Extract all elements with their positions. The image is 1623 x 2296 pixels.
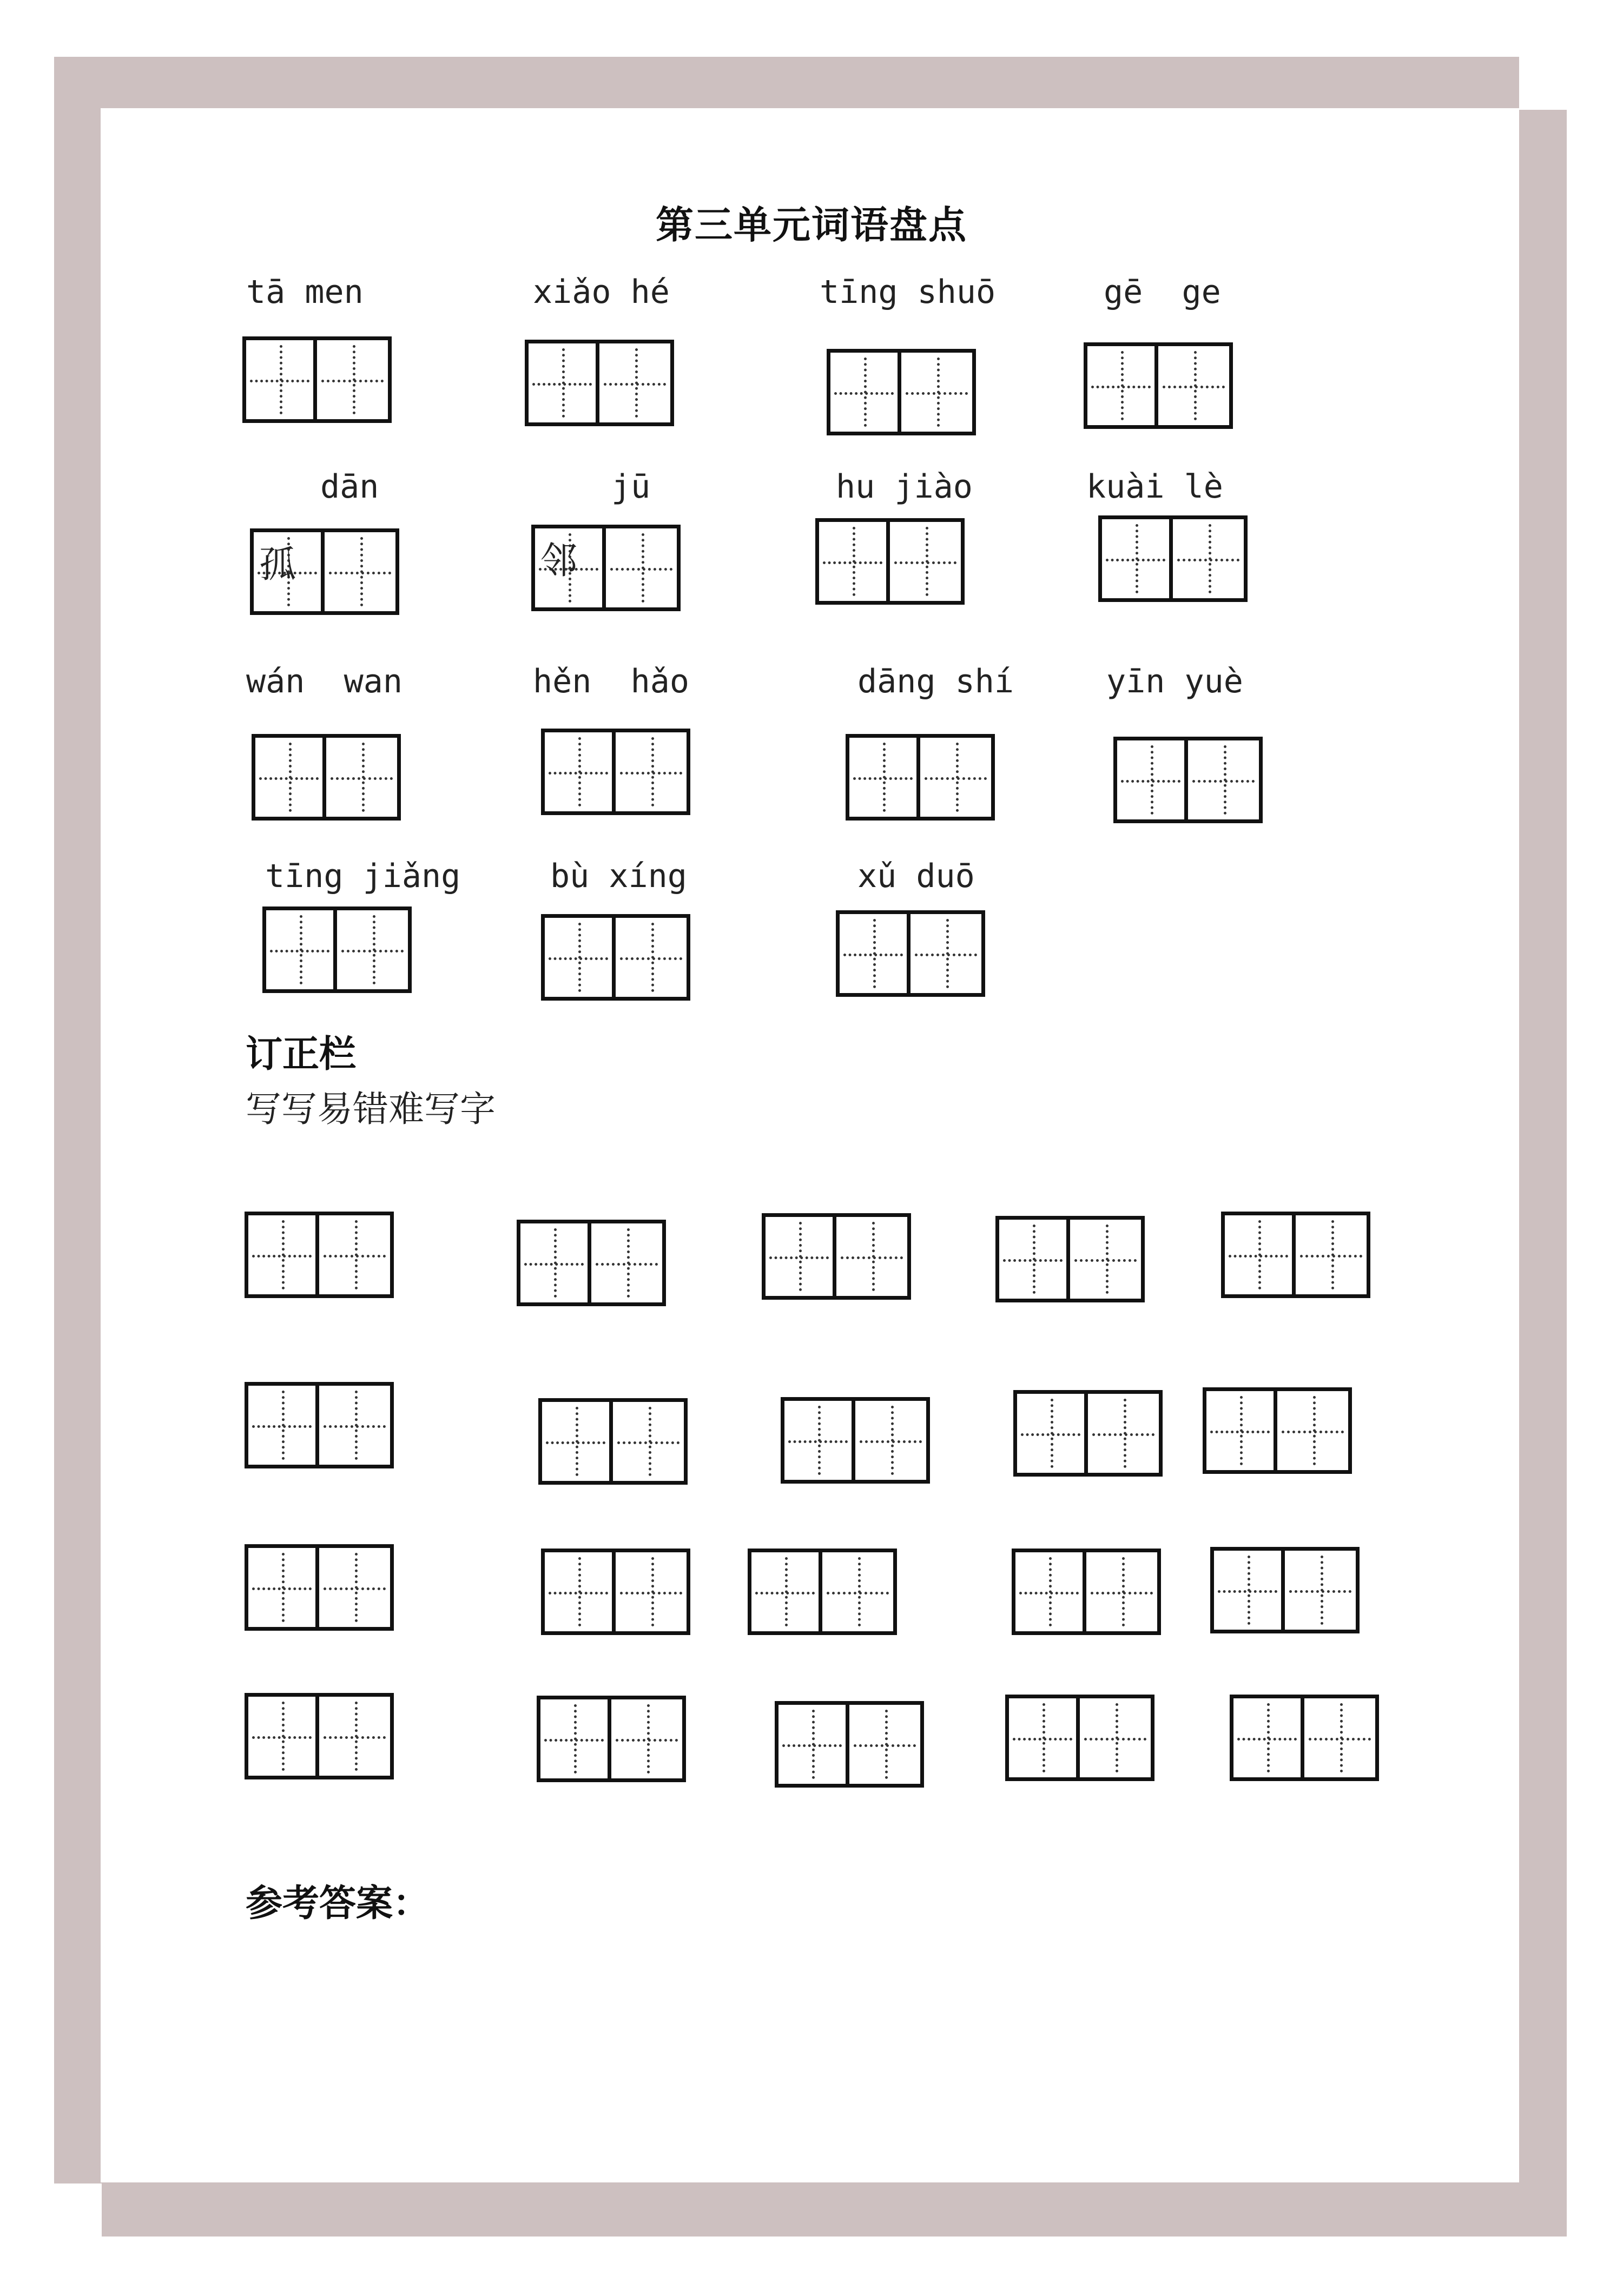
writing-cell[interactable]: [606, 528, 677, 607]
writing-cell[interactable]: [890, 522, 961, 601]
writing-cell[interactable]: [255, 738, 326, 817]
writing-cell[interactable]: [545, 732, 616, 811]
writing-cell[interactable]: [613, 1402, 684, 1481]
word-writing-box[interactable]: [525, 340, 674, 426]
correction-writing-box[interactable]: [541, 1549, 690, 1635]
writing-cell[interactable]: [1088, 1394, 1159, 1473]
pinyin-label: bù xíng: [550, 857, 687, 895]
writing-cell[interactable]: [317, 340, 388, 419]
writing-cell[interactable]: [611, 1699, 682, 1778]
writing-cell[interactable]: [529, 343, 599, 422]
word-writing-box[interactable]: [827, 349, 976, 435]
writing-cell[interactable]: [319, 1697, 390, 1776]
pinyin-label: tā men: [246, 273, 364, 311]
pinyin-label: hěn hǎo: [533, 663, 689, 700]
writing-cell[interactable]: [1214, 1551, 1285, 1630]
writing-cell[interactable]: [1285, 1551, 1356, 1630]
pinyin-label: xǔ duō: [857, 857, 975, 895]
writing-cell[interactable]: [1080, 1698, 1151, 1777]
word-writing-box[interactable]: [1084, 342, 1233, 429]
writing-cell[interactable]: [1009, 1698, 1080, 1777]
writing-cell[interactable]: [540, 1699, 611, 1778]
writing-cell[interactable]: [319, 1215, 390, 1294]
writing-cell[interactable]: [766, 1217, 836, 1296]
writing-cell[interactable]: [246, 340, 317, 419]
word-writing-box[interactable]: [531, 525, 681, 611]
writing-cell[interactable]: [266, 910, 337, 989]
pinyin-label: tīng shuō: [820, 273, 996, 311]
writing-cell[interactable]: [248, 1386, 319, 1465]
word-writing-box[interactable]: [250, 528, 399, 615]
page-title: 第三单元词语盘点: [656, 202, 967, 247]
writing-cell[interactable]: [1277, 1391, 1348, 1470]
writing-cell[interactable]: [1087, 346, 1158, 425]
pinyin-label: tīng jiǎng: [265, 857, 461, 895]
correction-writing-box[interactable]: [1221, 1212, 1370, 1298]
pinyin-label: dān: [320, 468, 379, 506]
writing-cell[interactable]: [836, 1217, 907, 1296]
word-writing-box[interactable]: [815, 518, 965, 605]
pinyin-label: hu jiào: [836, 468, 973, 506]
correction-title: 订正栏: [246, 1033, 357, 1076]
writing-cell[interactable]: [599, 343, 670, 422]
writing-cell[interactable]: [520, 1223, 591, 1302]
writing-cell[interactable]: [248, 1548, 319, 1627]
correction-writing-box[interactable]: [245, 1212, 394, 1298]
writing-cell[interactable]: [1225, 1215, 1296, 1294]
correction-writing-box[interactable]: [748, 1549, 897, 1635]
correction-writing-box[interactable]: [995, 1216, 1145, 1302]
writing-cell[interactable]: [1017, 1394, 1088, 1473]
writing-cell[interactable]: [849, 738, 920, 817]
prefilled-character: 孤: [259, 544, 296, 586]
correction-writing-box[interactable]: [245, 1544, 394, 1631]
writing-cell[interactable]: [751, 1552, 822, 1631]
correction-writing-box[interactable]: [1012, 1549, 1161, 1635]
word-writing-box[interactable]: [1098, 515, 1248, 602]
writing-cell[interactable]: [1304, 1698, 1375, 1777]
writing-cell[interactable]: [1233, 1698, 1304, 1777]
writing-cell[interactable]: [920, 738, 991, 817]
pinyin-label: jū: [611, 468, 651, 506]
correction-writing-box[interactable]: [1230, 1695, 1379, 1781]
writing-cell[interactable]: [326, 738, 397, 817]
writing-cell[interactable]: [616, 1552, 687, 1631]
correction-writing-box[interactable]: [517, 1220, 666, 1306]
pinyin-label: wán wan: [246, 663, 403, 700]
writing-cell[interactable]: [545, 1552, 616, 1631]
writing-cell[interactable]: [337, 910, 408, 989]
prefilled-character: 邻: [540, 540, 578, 583]
writing-cell[interactable]: [545, 918, 616, 997]
correction-writing-box[interactable]: [1013, 1390, 1163, 1477]
correction-writing-box[interactable]: [781, 1397, 930, 1484]
writing-cell[interactable]: [319, 1386, 390, 1465]
writing-cell[interactable]: [855, 1401, 926, 1480]
pinyin-label: gē ge: [1104, 273, 1221, 311]
correction-writing-box[interactable]: [537, 1696, 686, 1782]
writing-cell[interactable]: [1296, 1215, 1367, 1294]
writing-cell[interactable]: [822, 1552, 893, 1631]
correction-writing-box[interactable]: [538, 1398, 688, 1485]
writing-cell[interactable]: [319, 1548, 390, 1627]
writing-cell[interactable]: [1173, 519, 1244, 598]
writing-cell[interactable]: [778, 1705, 849, 1784]
writing-cell[interactable]: [1102, 519, 1173, 598]
writing-cell[interactable]: [325, 532, 395, 611]
writing-cell[interactable]: [1070, 1220, 1141, 1299]
writing-cell[interactable]: [1188, 740, 1259, 819]
word-writing-box[interactable]: [262, 907, 412, 993]
writing-cell[interactable]: [616, 918, 687, 997]
word-writing-box[interactable]: [541, 914, 690, 1001]
writing-cell[interactable]: [1117, 740, 1188, 819]
word-writing-box[interactable]: [541, 729, 690, 815]
answers-title: 参考答案：: [246, 1882, 430, 1925]
word-writing-box[interactable]: [1113, 737, 1263, 823]
writing-cell[interactable]: [830, 353, 901, 432]
word-writing-box[interactable]: [242, 336, 392, 423]
word-writing-box[interactable]: [252, 734, 401, 821]
writing-cell[interactable]: [1086, 1552, 1157, 1631]
correction-writing-box[interactable]: [1203, 1387, 1352, 1474]
writing-cell[interactable]: [840, 914, 911, 993]
correction-writing-box[interactable]: [245, 1382, 394, 1468]
correction-writing-box[interactable]: [245, 1693, 394, 1779]
correction-writing-box[interactable]: [1210, 1547, 1360, 1633]
writing-cell[interactable]: [784, 1401, 855, 1480]
writing-cell[interactable]: [616, 732, 687, 811]
writing-cell[interactable]: [1158, 346, 1229, 425]
correction-writing-box[interactable]: [1005, 1695, 1154, 1781]
pinyin-label: yīn yuè: [1106, 663, 1243, 700]
writing-cell[interactable]: [999, 1220, 1070, 1299]
pinyin-label: dāng shí: [857, 663, 1014, 700]
correction-writing-box[interactable]: [775, 1701, 924, 1788]
word-writing-box[interactable]: [846, 734, 995, 821]
writing-cell[interactable]: [911, 914, 981, 993]
word-writing-box[interactable]: [836, 910, 985, 997]
writing-cell[interactable]: [849, 1705, 920, 1784]
pinyin-label: kuài lè: [1086, 468, 1223, 506]
writing-cell[interactable]: [1015, 1552, 1086, 1631]
correction-writing-box[interactable]: [762, 1213, 911, 1300]
writing-cell[interactable]: [542, 1402, 613, 1481]
correction-subtitle: 写写易错难写字: [246, 1088, 496, 1130]
writing-cell[interactable]: [248, 1215, 319, 1294]
writing-cell[interactable]: [819, 522, 890, 601]
writing-cell[interactable]: [248, 1697, 319, 1776]
writing-cell[interactable]: [1206, 1391, 1277, 1470]
writing-cell[interactable]: [901, 353, 972, 432]
writing-cell[interactable]: [591, 1223, 662, 1302]
pinyin-label: xiǎo hé: [533, 273, 670, 311]
